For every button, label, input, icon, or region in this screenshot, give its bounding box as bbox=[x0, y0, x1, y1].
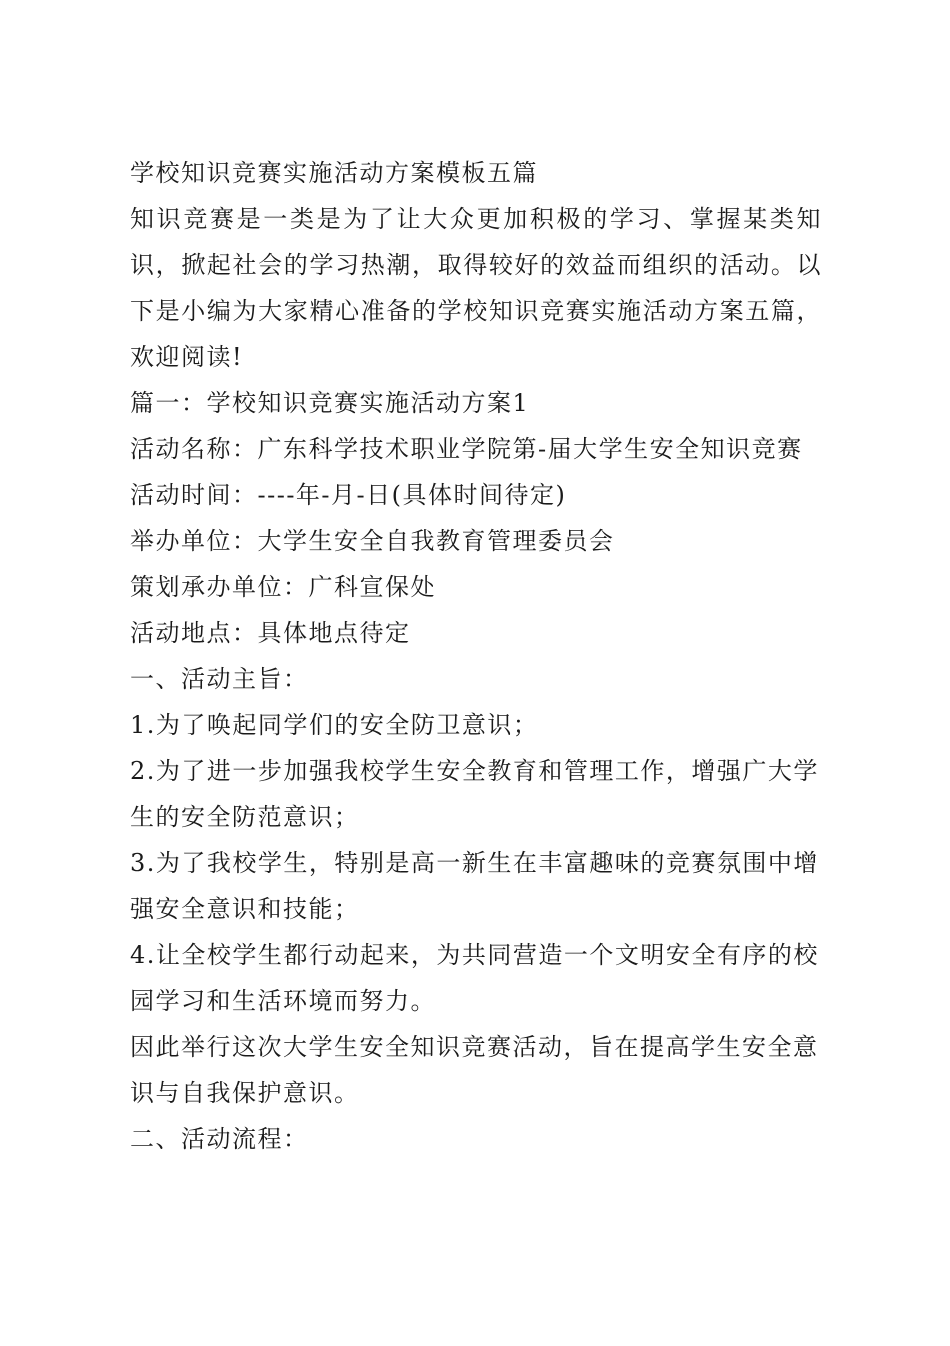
section1-heading: 篇一：学校知识竞赛实施活动方案1 bbox=[130, 389, 530, 417]
activity-name: 活动名称：广东科学技术职业学院第-届大学生安全知识竞赛 bbox=[130, 435, 803, 463]
purpose-item-3: 3.为了我校学生，特别是高一新生在丰富趣味的竞赛氛围中增强安全意识和技能； bbox=[130, 849, 819, 923]
organizer: 举办单位：大学生安全自我教育管理委员会 bbox=[130, 527, 615, 555]
purpose-item-4: 4.让全校学生都行动起来，为共同营造一个文明安全有序的校园学习和生活环境而努力。 bbox=[130, 941, 819, 1015]
conclusion-paragraph: 因此举行这次大学生安全知识竞赛活动，旨在提高学生安全意识与自我保护意识。 bbox=[130, 1033, 819, 1107]
intro-paragraph: 知识竞赛是一类是为了让大众更加积极的学习、掌握某类知识，掀起社会的学习热潮，取得较好的效益而组织的活动。以下是小编为大家精心准备的学校知识竞赛实施活动方案五篇，欢迎阅读! bbox=[130, 205, 822, 371]
document-title: 学校知识竞赛实施活动方案模板五篇 bbox=[130, 159, 538, 187]
location: 活动地点：具体地点待定 bbox=[130, 619, 411, 647]
activity-time: 活动时间：----年-月-日(具体时间待定) bbox=[130, 481, 567, 509]
purpose-item-1: 1.为了唤起同学们的安全防卫意识； bbox=[130, 711, 539, 739]
purpose-heading: 一、活动主旨： bbox=[130, 665, 309, 693]
document-body bbox=[130, 150, 822, 1162]
purpose-item-2: 2.为了进一步加强我校学生安全教育和管理工作，增强广大学生的安全防范意识； bbox=[130, 757, 819, 831]
planner: 策划承办单位：广科宣保处 bbox=[130, 573, 436, 601]
process-heading: 二、活动流程： bbox=[130, 1125, 309, 1153]
